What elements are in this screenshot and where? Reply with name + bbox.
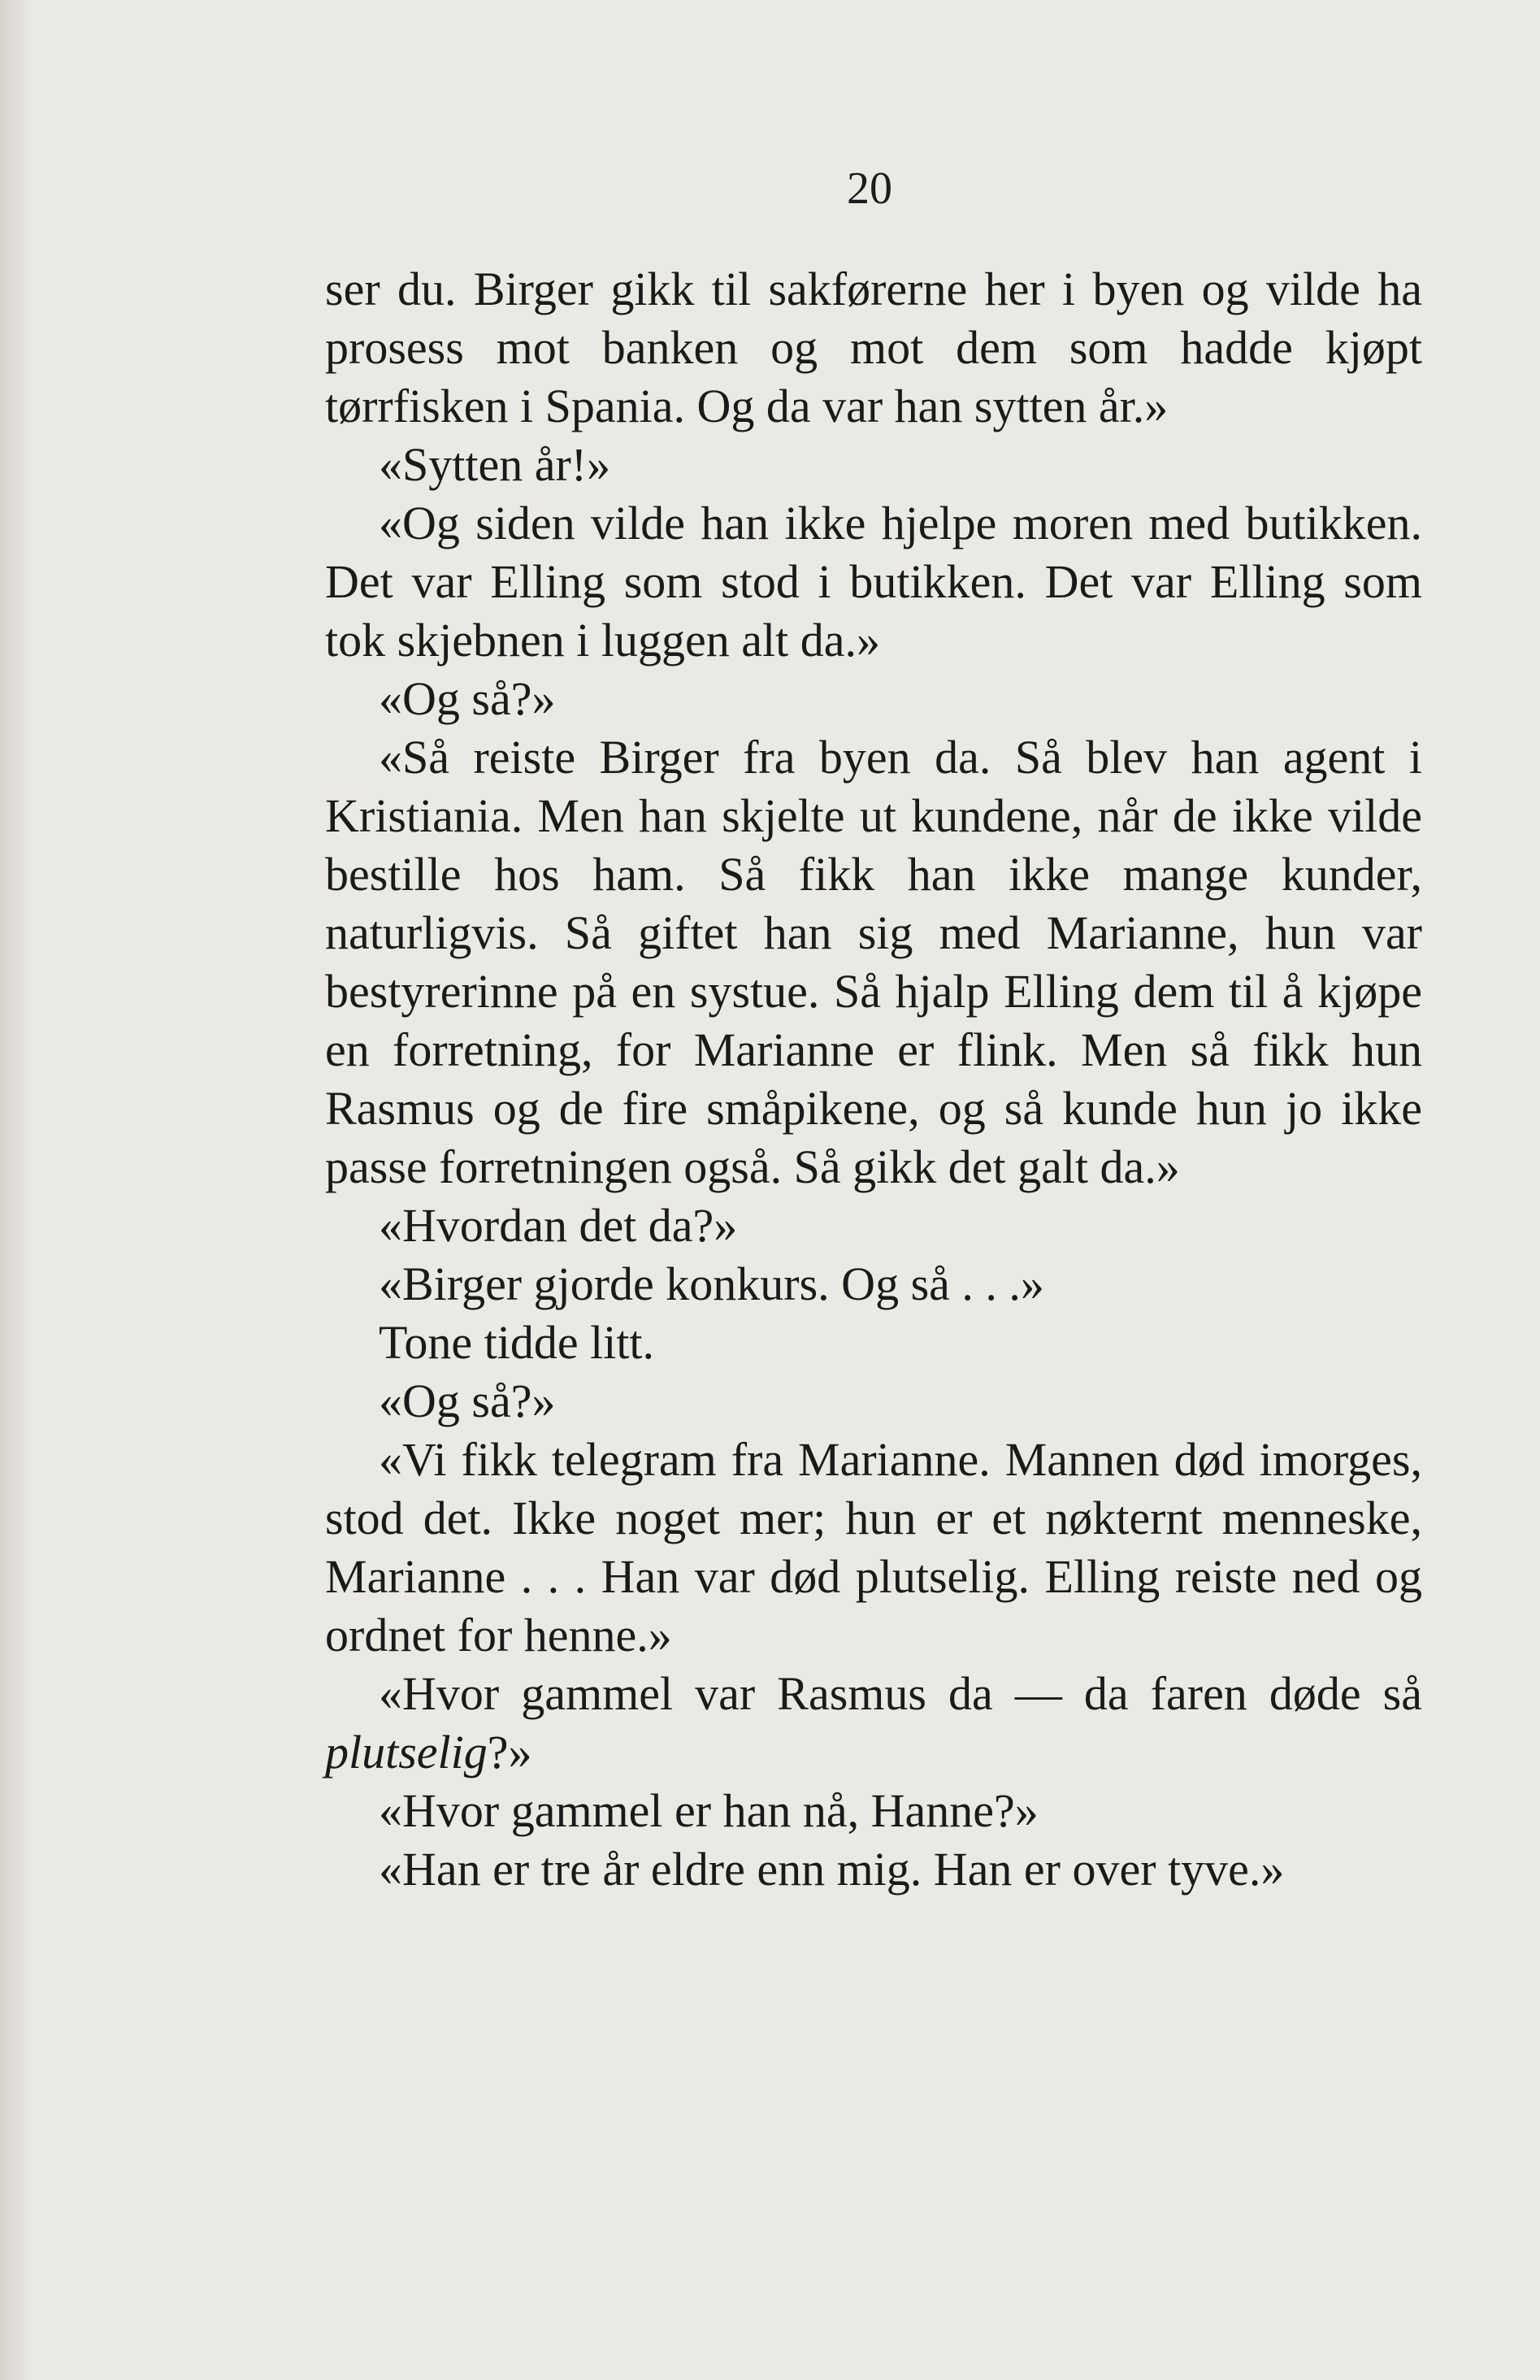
paragraph-text: ?» (487, 1726, 532, 1778)
paragraph: «Hvor gammel er han nå, Hanne?» (379, 1784, 1039, 1837)
emphasis-text: plutselig (325, 1726, 488, 1778)
page-number: 20 (847, 163, 892, 214)
paragraph: «Og så?» (379, 1375, 556, 1427)
paragraph: «Birger gjorde konkurs. Og så . . .» (379, 1257, 1044, 1310)
body-text (325, 260, 1422, 1899)
paragraph-rasmus (325, 1665, 1422, 1782)
paragraph: «Og så?» (379, 672, 556, 725)
paragraph: ser du. Birger gikk til sakførerne her i byen og vilde ha prosess mot banken og mot dem som hadde kjøpt tørrfisken i Spania. Og da var han sytten år.» (325, 263, 1422, 432)
paragraph-text: «Hvor gammel var Rasmus da — da faren døde så (379, 1667, 1422, 1720)
paragraph: «Så reiste Birger fra byen da. Så blev han agent i Kristiania. Men han skjelte ut kundene, når de ikke vilde bestille hos ham. Så fikk han ikke mange kunder, naturligvis. Så giftet han sig med Marianne, hun var bestyrerinne på en systue. Så hjalp Elling dem til å kjøpe en forretning, for Marianne er flink. Men så fikk hun Rasmus og de fire småpikene, og så kunde hun jo ikke passe forretningen også. Så gikk det galt da.» (325, 731, 1422, 1193)
paragraph: «Sytten år!» (379, 438, 611, 491)
paragraph: «Og siden vilde han ikke hjelpe moren med butikken. Det var Elling som stod i butikken. Det var Elling som tok skjebnen i luggen alt da.» (325, 497, 1422, 667)
paragraph: Tone tidde litt. (379, 1316, 655, 1369)
paragraph: «Han er tre år eldre enn mig. Han er over tyve.» (379, 1843, 1285, 1896)
paragraph: «Vi fikk telegram fra Marianne. Mannen død imorges, stod det. Ikke noget mer; hun er et nøkternt menneske, Marianne . . . Han var død plutselig. Elling reiste ned og ordnet for henne.» (325, 1433, 1422, 1661)
paragraph: «Hvordan det da?» (379, 1199, 738, 1252)
